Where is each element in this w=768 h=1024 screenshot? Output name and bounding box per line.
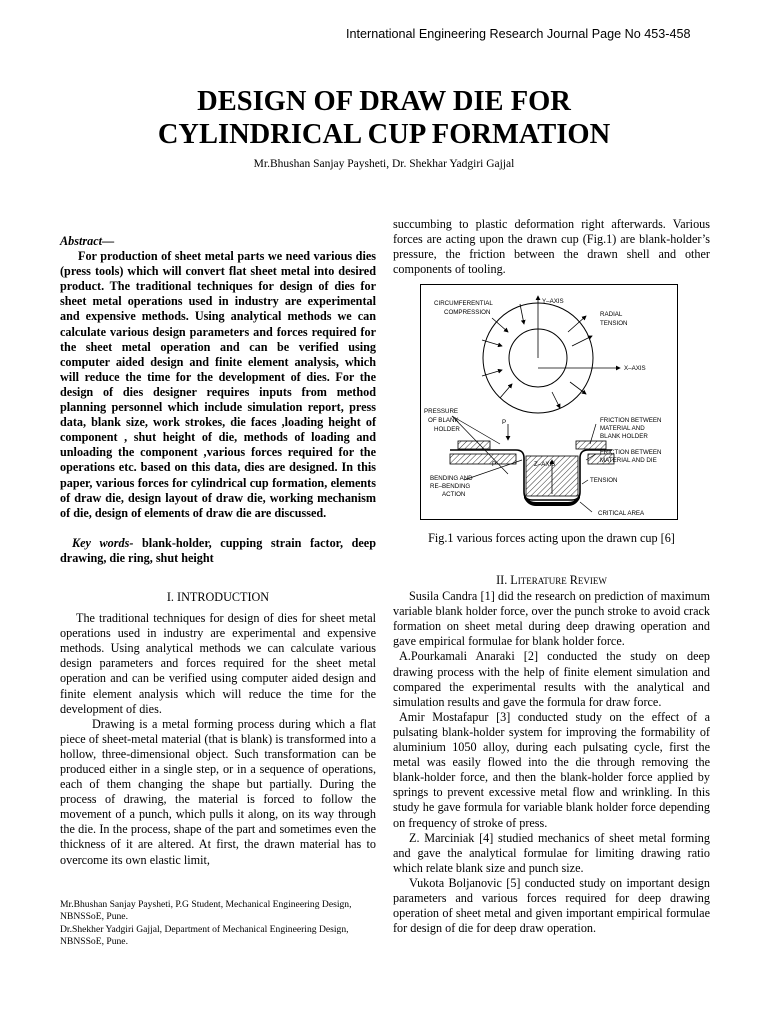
section-2-heading: II. Literature Review bbox=[496, 573, 607, 587]
die-left bbox=[450, 454, 516, 464]
literature-paragraph-2: A.Pourkamali Anaraki [2] conducted the study on deep drawing process with the help of finite element simulation and compared the experimental results with the analytical and simulation results and gave the formula for draw force. bbox=[393, 649, 710, 709]
label-friction-2a: FRICTION BETWEEN bbox=[600, 449, 662, 456]
intro-paragraph-1: The traditional techniques for design of dies for sheet metal operations used in industry are experimental and expensive methods. Using analytical methods we can calculate various design parameters and forces required for the sheet metal operation and can be verified using computer aided design and finite element analysis which will reduce the time for the development of dies. bbox=[60, 611, 376, 716]
figure-1 bbox=[420, 284, 678, 520]
right-paragraph-1: succumbing to plastic deformation right afterwards. Various forces are acting upon the drawn cup (Fig.1) are blank-holder’s pressure, the friction between the drawn shell and other components of tooling. bbox=[393, 217, 710, 277]
label-friction-1c: BLANK HOLDER bbox=[600, 433, 648, 440]
literature-paragraph-1: Susila Candra [1] did the research on prediction of maximum variable blank holder force, over the punch stroke to avoid crack formation on sheet metal during deep drawing operation and gave empirical formulae for blank holder force. bbox=[393, 589, 710, 649]
label-x-axis: X–AXIS bbox=[624, 365, 646, 372]
keywords bbox=[60, 536, 376, 566]
title-line-1: DESIGN OF DRAW DIE FOR bbox=[197, 86, 571, 117]
literature-paragraph-4: Z. Marciniak [4] studied mechanics of sheet metal forming and gave the analytical formulae for limiting drawing ratio which relate blank size and punch size. bbox=[393, 830, 710, 875]
abstract-label: Abstract— bbox=[60, 234, 115, 248]
label-z-axis: Z–AXIS bbox=[534, 461, 556, 468]
label-y-axis: Y–AXIS bbox=[542, 298, 564, 305]
journal-header: International Engineering Research Journal Page No 453-458 bbox=[346, 27, 691, 41]
label-friction-1b: MATERIAL AND bbox=[600, 425, 645, 432]
label-bending-2: RE–BENDING bbox=[430, 483, 471, 490]
label-pressure: PRESSURE bbox=[424, 408, 459, 415]
paper-title bbox=[0, 85, 768, 151]
label-friction-2b: MATERIAL AND DIE bbox=[600, 457, 657, 464]
section-1-heading: I. INTRODUCTION bbox=[166, 589, 270, 604]
right-column bbox=[393, 217, 710, 277]
literature-review-section bbox=[393, 559, 710, 936]
label-tension: TENSION bbox=[600, 320, 628, 327]
title-line-2: CYLINDRICAL CUP FORMATION bbox=[157, 119, 611, 150]
footnote-2: Dr.Shekher Yadgiri Gajjal, Department of Mechanical Engineering Design, NBNSSoE, Pune. bbox=[60, 923, 349, 947]
footnotes bbox=[60, 899, 376, 948]
label-tension-2: TENSION bbox=[590, 477, 618, 484]
authors: Mr.Bhushan Sanjay Paysheti, Dr. Shekhar Yadgiri Gajjal bbox=[253, 158, 515, 170]
label-bending-3: ACTION bbox=[442, 491, 466, 498]
label-circumferential: CIRCUMFERENTIAL bbox=[434, 300, 493, 307]
label-holder: HOLDER bbox=[434, 426, 460, 433]
intro-paragraph-2: Drawing is a metal forming process during which a flat piece of sheet-metal material (that is blank) is transformed into a hollow, three-dimensional object. Such transformation can be produced either in a single step, or in a sequence of operations, each of them changing the shape but partially. During the process of drawing, the material is forced to follow the movement of a punch, which pulls it along, on its way through the die. In the process, shape of the part and sometimes even the thickness of it are altered. At first, the drawn material has to overcome its own elastic limit, bbox=[60, 716, 376, 867]
blank-holder-left bbox=[458, 441, 490, 449]
label-of-blank: OF BLANK bbox=[428, 417, 459, 424]
figure-caption: Fig.1 various forces acting upon the drawn cup [6] bbox=[428, 531, 675, 545]
literature-paragraph-5: Vukota Boljanovic [5] conducted study on important design parameters and various forces required for deep drawing operation of sheet metal and given important empirical formulae for design of die for deep draw operation. bbox=[393, 875, 710, 936]
keywords-label: Key words- bbox=[72, 535, 134, 550]
drawn-cup-diagram bbox=[420, 284, 678, 520]
blank-holder-right bbox=[576, 441, 606, 449]
label-bending-1: BENDING AND bbox=[430, 475, 473, 482]
left-column bbox=[60, 232, 376, 868]
literature-paragraph-3: Amir Mostafapur [3] conducted study on the effect of a pulsating blank-holder system for improving the formability of aluminium 1050 alloy, during each pulsating cycle, first the metal was easily flowed into the die through removing the blank-holder force, and then the blank-holder force applied by springs to prevent excessive metal flow and wrinkling. In this study he gave formula for variable blank holder force depending on frequency of stroke of press. bbox=[393, 709, 710, 830]
keywords-text: blank-holder, cupping strain factor, deep drawing, die ring, shut height bbox=[60, 535, 376, 565]
label-p-1: P bbox=[502, 419, 507, 426]
footnote-1: Mr.Bhushan Sanjay Paysheti, P.G Student, Mechanical Engineering Design, NBNSSoE, Pune. bbox=[60, 899, 352, 923]
abstract-text: For production of sheet metal parts we need various dies (press tools) which will convert flat sheet metal into desired product. The traditional techniques for design of dies for sheet metal operations used in industry are experimental and expensive methods. Using analytical methods we can calculate various design parameters and forces required for the sheet metal operation and can be verified using computer aided design and finite element analysis, which will reduce the time for the development of dies. For the design of dies designer requires inputs from method planning personnel which include simulation report, press data, blank size, work strokes, die faces ,loading height of component , shut height of die, methods of loading and unloading the component ,various forces required for the operations etc. based on this data, dies are designed. In this paper, various forces for cylindrical cup formation, elements of draw die, design layout of draw die, working mechanism of die, design of elements of draw die are discussed. bbox=[60, 249, 376, 520]
label-p-2: P bbox=[492, 461, 497, 468]
label-friction-1a: FRICTION BETWEEN bbox=[600, 417, 662, 424]
label-compression: COMPRESSION bbox=[444, 309, 491, 316]
label-radial: RADIAL bbox=[600, 311, 623, 318]
label-critical-area: CRITICAL AREA bbox=[598, 510, 645, 517]
